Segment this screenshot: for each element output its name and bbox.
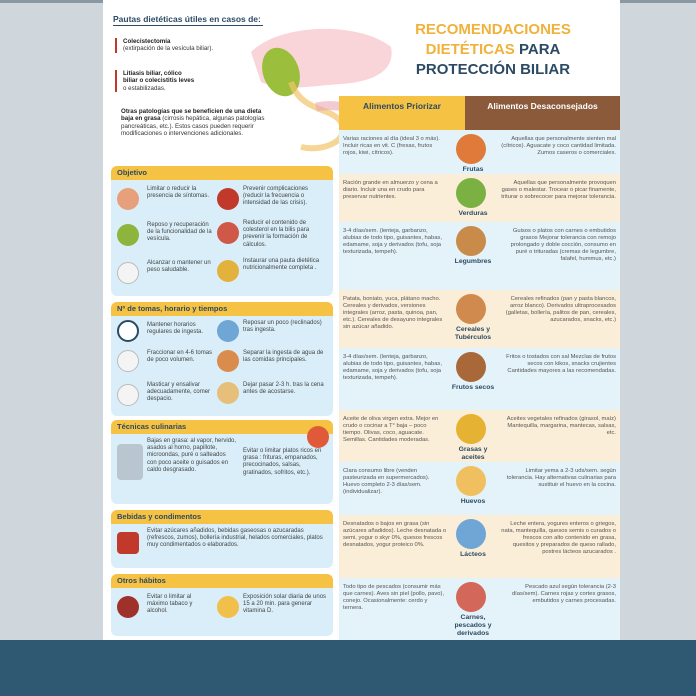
food-basket-icon: [217, 260, 239, 282]
food-label: Legumbres: [454, 258, 492, 265]
sleep-icon: [217, 382, 239, 404]
row-priorizar-text: 3-4 días/sem. (lenteja, garbanzo, alubias de todo tipo, guisantes, habas, edamame, soja y derivados (tofu, soja texturizada, tempeh).: [343, 228, 442, 255]
row-priorizar-text: Clara consumo libre (venden pasteurizada en supermercados). Huevo completo 2-3 días/sem. (individualizar).: [343, 468, 430, 495]
tomas-item-6: Dejar pasar 2-3 h. tras la cena antes de acostarse.: [243, 382, 324, 396]
section-tomas-body: [111, 316, 333, 416]
gallbladder-icon: [117, 224, 139, 246]
row-desaconsejados-text: Aceites vegetales refinados (girasol, maíz) Mantequilla, margarina, mantecas, salsas, etc.: [506, 416, 616, 436]
row-priorizar-text: Desnatados o bajos en grasa (sin azúcares añadidos). Leche desnatada o semi, yogur o skyr 0%, quesos frescos desnatados, yogur proteico 0%.: [343, 521, 447, 548]
row-priorizar-text: Ración grande en almuerzo y cena a diario. Incluir una en crudo para preservar nutrientes.: [343, 180, 438, 200]
infographic-page: [103, 0, 620, 640]
column-desaconsejados: Alimentos Desaconsejados: [465, 96, 620, 130]
row-priorizar-text: Aceite de oliva virgen extra. Mejor en crudo o cocinar a T° baja – poco tiempo. Olivas, coco, aguacate. Semillas. Cantidades moderadas.: [343, 416, 439, 443]
food-icon: [456, 294, 486, 324]
row-desaconsejados-text: Limitar yema a 2-3 uds/sem. según tolerancia. Hay alternativas culinarias para sustituir el huevo en la cocina.: [506, 468, 616, 488]
food-icon: [456, 519, 486, 549]
otros-item-1: Evitar o limitar al máximo tabaco y alcohol.: [147, 594, 193, 615]
no-fry-icon: [307, 426, 329, 448]
section-tomas-head: Nº de tomas, horario y tiempos: [111, 302, 333, 316]
no-alcohol-icon: [117, 596, 139, 618]
intro-item-litiasis: Litiasis biliar, cólico biliar o colecistitis leves o estabilizadas.: [115, 70, 195, 92]
food-label: Huevos: [460, 498, 486, 505]
tecnicas-item-2: Evitar o limitar platos ricos en grasa : frituras, empanados, precocinados, salsas, gratinados, sofritos, etc.).: [243, 448, 322, 476]
objetivo-item-1: Limitar o reducir la presencia de síntomas.: [147, 186, 210, 200]
section-objetivo-head: Objetivo: [111, 166, 333, 180]
row-desaconsejados-text: Leche entera, yogures enteros o griegos, nata, mantequilla, quesos semis o curados o frescos con alto contenido en grasa, quesitos y preparados de queso rallado, postres lácteos azucarados .: [501, 521, 616, 555]
tomas-item-1: Mantener horarios regulares de ingesta.: [147, 322, 204, 336]
row-desaconsejados-text: Pescado azul según tolerancia (2-3 días/sem). Carnes rojas y cortes grasos, embutidos y carnes procesadas.: [511, 584, 616, 604]
food-icon: [456, 134, 486, 164]
food-icon: [456, 226, 486, 256]
objetivo-item-5: Alcanzar o mantener un peso saludable.: [147, 260, 211, 274]
scale-icon: [117, 262, 139, 284]
food-label: Lácteos: [460, 551, 486, 558]
steamer-icon: [117, 444, 143, 480]
main-title: RECOMENDACIONES DIETÉTICAS PARA PROTECCIÓN BILIAR: [415, 21, 571, 78]
food-label: Grasas y aceites: [458, 446, 488, 461]
food-icon: [456, 178, 486, 208]
row-priorizar-text: Varias raciones al día (ideal 3 o más). Incluir ricas en vit. C (fresas, frutos rojos, kiwi, cítricos).: [343, 136, 440, 156]
bottom-bar: [0, 640, 696, 696]
objetivo-item-2: Prevenir complicaciones (reducir la frecuencia o intensidad de las crisis).: [243, 186, 309, 207]
section-bebidas-body: [111, 524, 333, 568]
row-priorizar-text: Patata, boniato, yuca, plátano macho. Cereales y derivados, versiones integrales (arroz, pasta, quinoa, pan, etc.). Cereales de desayuno integrales sin azúcar añadido.: [343, 296, 443, 330]
food-label: Carnes, pescados y derivados: [454, 614, 492, 637]
food-icon: [456, 466, 486, 496]
objetivo-item-3: Reposo y recuperación de la funcionalidad de la vesícula.: [147, 222, 212, 243]
objetivo-item-6: Instaurar una pauta dietética nutricionalmente completa .: [243, 258, 320, 272]
otros-item-2: Exposición solar diaria de unos 15 a 20 min. para generar vitamina D.: [243, 594, 327, 615]
section-bebidas-head: Bebidas y condimentos: [111, 510, 333, 524]
food-label: Frutos secos: [451, 384, 495, 391]
mouth-icon: [117, 384, 139, 406]
plate-icon: [117, 350, 139, 372]
food-label: Frutas: [462, 166, 484, 173]
row-desaconsejados-text: Cereales refinados (pan y pasta blancos, arroz blanco). Derivados ultraprocesados (galletas, bollería, palitos de pan, cereales, azucarados, snacks, etc.): [505, 296, 616, 323]
row-desaconsejados-text: Fritos o tostados con sal Mezclas de frutos secos con kikos, snacks crujientes Cantidades mayores a las recomendadas.: [506, 354, 616, 374]
row-priorizar-text: 3-4 días/sem. (lenteja, garbanzo, alubias de todo tipo, guisantes, habas, edamame, soja y derivados (tofu, soja texturizada, tempeh).: [343, 354, 442, 381]
sun-icon: [217, 596, 239, 618]
row-desaconsejados-text: Aquellas que personalmente sienten mal (cítricos). Aguacate y coco cantidad limitada. Zumos caseros o comerciales.: [501, 136, 616, 156]
food-label: Cereales y Tubérculos: [454, 326, 492, 341]
objetivo-item-4: Reducir el contenido de colesterol en la bilis para prevenir la formación de cálculos.: [243, 220, 310, 248]
target-icon: [117, 188, 139, 210]
intro-title: Pautas dietéticas útiles en casos de:: [113, 14, 261, 24]
cholesterol-icon: [217, 222, 239, 244]
row-desaconsejados-text: Aquellas que personalmente provoquen gases o malestar. Trocear o picar finamente, triturar o sobrecocer para mejorar tolerancia.: [501, 180, 616, 200]
food-icon: [456, 352, 486, 382]
clock-icon: [117, 320, 139, 342]
section-otros-head: Otros hábitos: [111, 574, 333, 588]
section-tecnicas-head: Técnicas culinarias: [111, 420, 333, 434]
soda-icon: [117, 532, 139, 554]
food-icon: [456, 582, 486, 612]
bebidas-item-1: Evitar azúcares añadidos, bebidas gaseosas o azucaradas (refrescos, zumos), bollería industrial, helados comerciales, platos muy condimentados o elaborados.: [147, 528, 323, 549]
section-otros-body: [111, 588, 333, 636]
intro-item-otras: Otras patologías que se beneficien de una dieta baja en grasa (cirrosis hepática, algunas patologías pancreáticas, etc.). Estos casos pueden requerir modificaciones o intervenciones adicionales.: [121, 108, 265, 138]
tomas-item-2: Reposar un poco (reclinados) tras ingesta.: [243, 320, 322, 334]
food-label: Verduras: [458, 210, 488, 217]
water-glass-icon: [217, 350, 239, 372]
tomas-item-3: Fraccionar en 4-6 tomas de poco volumen.: [147, 350, 213, 364]
row-priorizar-text: Todo tipo de pescados (consumir más que carnes). Aves sin piel (pollo, pavo), conejo. Ocasionalmente: cerdo y ternera.: [343, 584, 445, 611]
column-priorizar: Alimentos Priorizar: [339, 96, 465, 130]
tomas-item-4: Separar la ingesta de agua de las comidas principales.: [243, 350, 324, 364]
shield-icon: [217, 188, 239, 210]
intro-item-colecistectomia: Colecistectomía (extirpación de la vesícula biliar).: [115, 38, 295, 53]
section-tecnicas-body: [111, 434, 333, 504]
row-desaconsejados-text: Guisos o platos con carnes o embutidos grasos Mejorar tolerancia con remojo prolongado y doble cocción, consumo en puré o trituradas (cremas de legumbre, falafel, hummus, etc.): [510, 228, 616, 262]
tecnicas-item-1: Bajas en grasa: al vapor, hervido, asados al horno, papillote, microondas, puré o salteados con poco aceite o guisados en caldo desgrasado.: [147, 438, 237, 473]
tomas-item-5: Masticar y ensalivar adecuadamente, comer despacio.: [147, 382, 211, 403]
rest-icon: [217, 320, 239, 342]
food-icon: [456, 414, 486, 444]
section-objetivo-body: [111, 180, 333, 296]
